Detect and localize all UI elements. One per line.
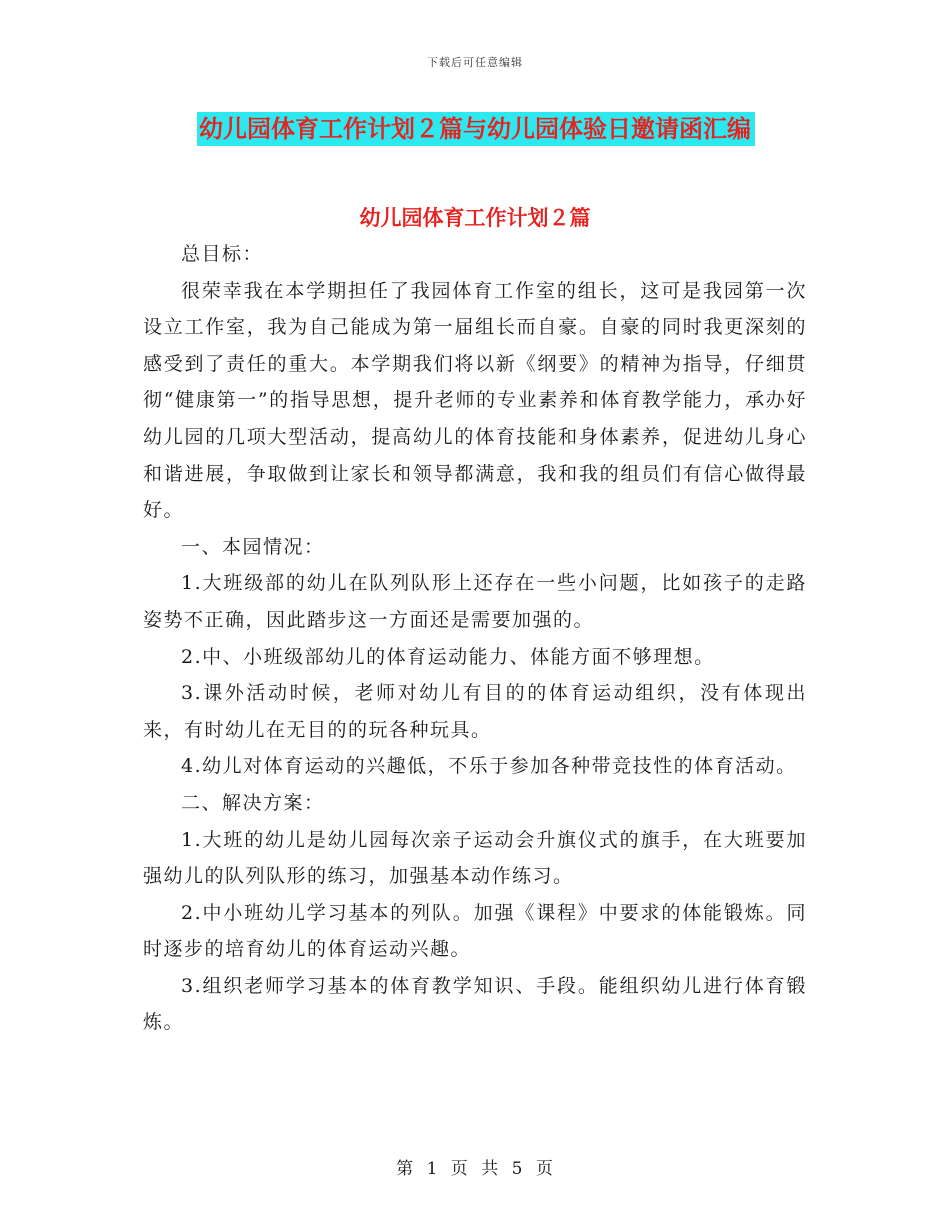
footer-page-number: 1 — [426, 1159, 439, 1179]
footer-ye: 页 — [450, 1159, 469, 1179]
footer-gong: 共 — [481, 1159, 500, 1179]
paragraph: 4.幼儿对体育运动的兴趣低，不乐于参加各种带竞技性的体育活动。 — [181, 755, 797, 778]
paragraph: 3.组织老师学习基本的体育教学知识、手段。能组织幼儿进行体育锻炼。 — [143, 974, 807, 1034]
document-title: 幼儿园体育工作计划２篇与幼儿园体验日邀请函汇编 — [197, 112, 755, 146]
paragraph: 1.大班级部的幼儿在队列队形上还存在一些小问题，比如孩子的走路姿势不正确，因此踏步这一方面还是需要加强的。 — [143, 572, 807, 631]
section-title: 幼儿园体育工作计划２篇 — [359, 206, 591, 230]
document-body — [143, 236, 807, 1041]
footer-di: 第 — [396, 1159, 415, 1179]
paragraph: 很荣幸我在本学期担任了我园体育工作室的组长，这可是我园第一次设立工作室，我为自己能成为第一届组长而自豪。自豪的同时我更深刻的感受到了责任的重大。本学期我们将以新《纲要》的精神为指导，仔细贯彻“健康第一”的指导思想，提升老师的专业素养和体育教学能力，承办好幼儿园的几项大型活动，提高幼儿的体育技能和身体素养，促进幼儿身心和谐进展，争取做到让家长和领导都满意，我和我的组员们有信心做得最好。 — [143, 279, 807, 522]
paragraph: 一、本园情况： — [181, 535, 325, 558]
paragraph: 总目标： — [181, 243, 264, 265]
paragraph: 3.课外活动时候，老师对幼儿有目的的体育运动组织，没有体现出来，有时幼儿在无目的的玩各种玩具。 — [143, 682, 807, 741]
page-header-note: 下载后可任意编辑 — [427, 56, 523, 69]
paragraph: 2.中小班幼儿学习基本的列队。加强《课程》中要求的体能锻炼。同时逐步的培育幼儿的体育运动兴趣。 — [143, 901, 807, 961]
paragraph: 二、解决方案： — [181, 791, 325, 814]
footer-ye2: 页 — [535, 1159, 554, 1179]
page-footer — [0, 1154, 950, 1179]
paragraph: 1.大班的幼儿是幼儿园每次亲子运动会升旗仪式的旗手，在大班要加强幼儿的队列队形的练习，加强基本动作练习。 — [143, 828, 807, 888]
paragraph: 2.中、小班级部幼儿的体育运动能力、体能方面不够理想。 — [181, 645, 715, 668]
footer-total-pages: 5 — [511, 1159, 524, 1179]
